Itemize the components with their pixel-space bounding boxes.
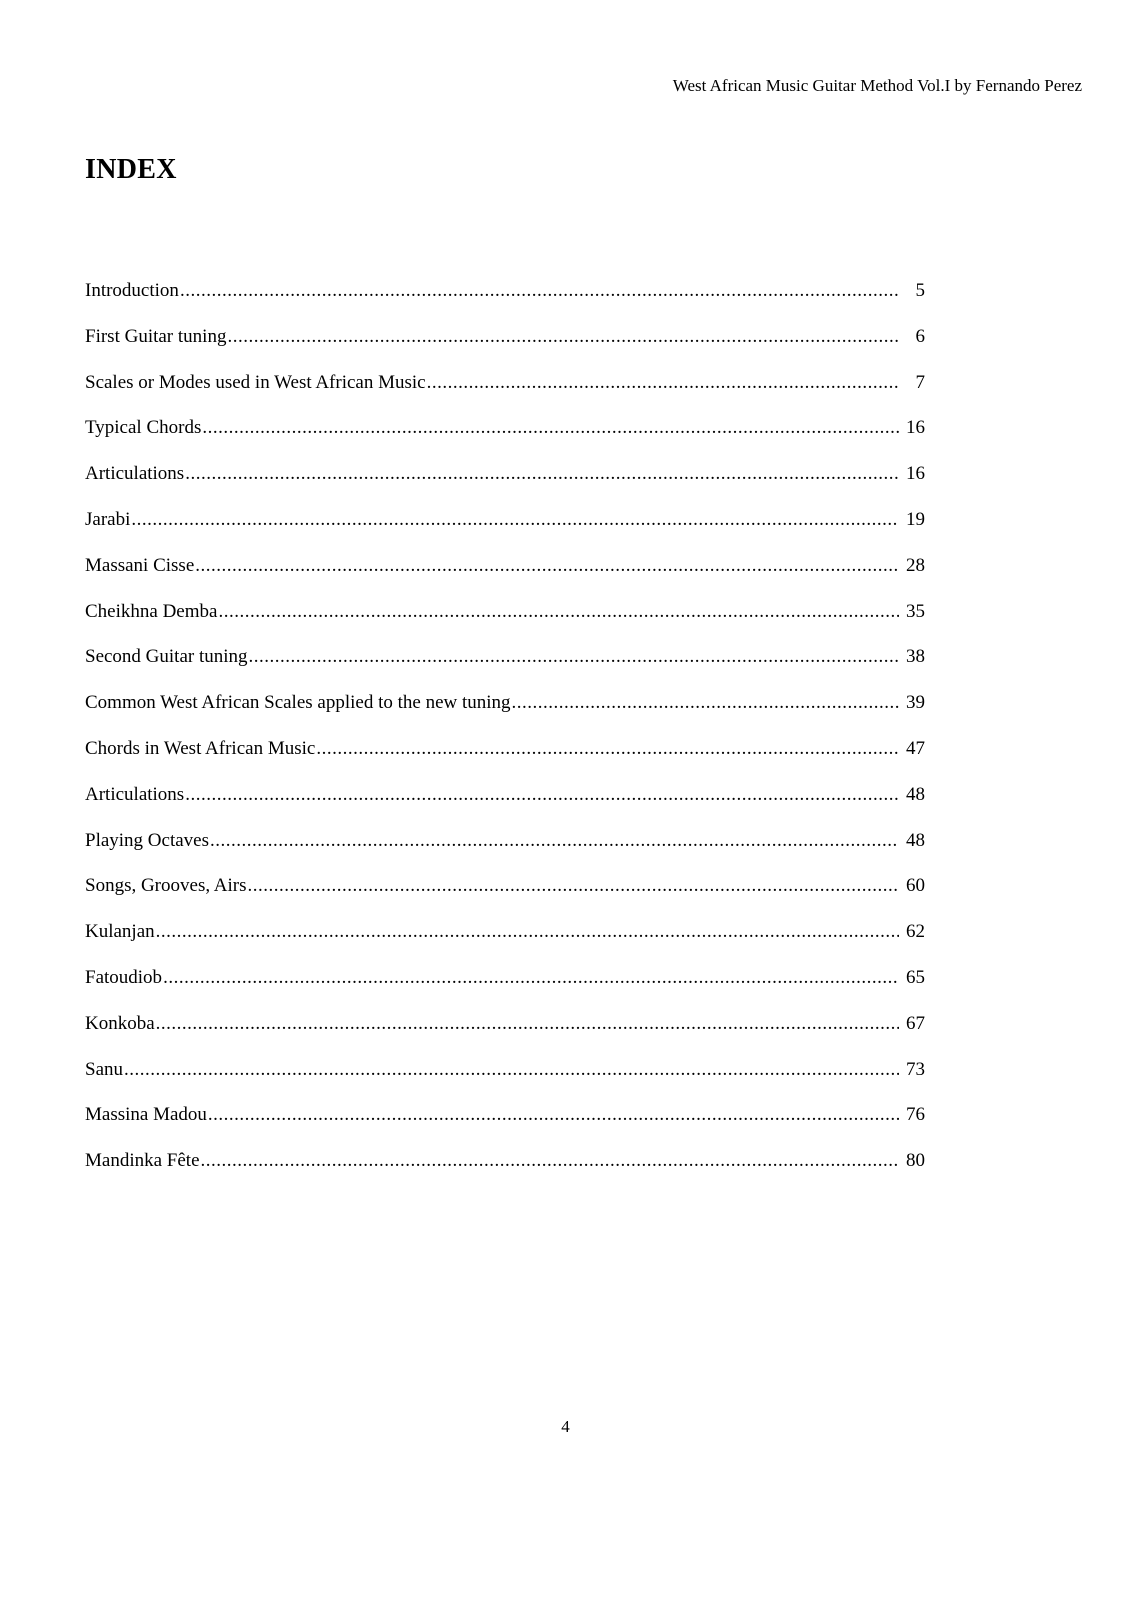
toc-dot-leader [249, 646, 899, 668]
toc-dot-leader [180, 280, 899, 302]
toc-entry-title: Sanu [85, 1058, 123, 1080]
toc-dot-leader [131, 509, 899, 531]
toc-entry-title: Massina Madou [85, 1104, 207, 1126]
toc-entry-page: 16 [906, 417, 925, 439]
toc-entry-page: 60 [906, 875, 925, 897]
toc-entry-title: Playing Octaves [85, 829, 210, 851]
toc-entry-page: 67 [906, 1012, 925, 1034]
toc-dot-leader [185, 784, 899, 806]
toc-entry [85, 509, 925, 555]
toc-entry-page: 16 [906, 463, 925, 485]
toc-entry-page: 35 [906, 600, 925, 622]
toc-entry [85, 326, 925, 372]
toc-entry [85, 967, 925, 1013]
toc-entry [85, 692, 925, 738]
toc-dot-leader [185, 463, 899, 485]
toc-entry-page: 80 [906, 1150, 925, 1172]
toc-dot-leader [248, 875, 899, 897]
toc-entry [85, 372, 925, 418]
toc-entry [85, 921, 925, 967]
toc-entry-title: Jarabi [85, 508, 131, 530]
toc-dot-leader [163, 967, 899, 989]
running-header: West African Music Guitar Method Vol.I by Fernando Perez [672, 76, 1082, 95]
toc-entry-title: Articulations [85, 783, 185, 805]
toc-entry-title: Mandinka Fête [85, 1150, 200, 1172]
toc-dot-leader [195, 555, 899, 577]
toc-entry-page: 48 [906, 829, 925, 851]
toc-entry-title: Cheikhna Demba [85, 600, 218, 622]
toc-dot-leader [316, 738, 899, 760]
toc-entry-title: Chords in West African Music [85, 737, 316, 759]
toc-dot-leader [227, 326, 899, 348]
toc-entry [85, 1013, 925, 1059]
toc-entry [85, 784, 925, 830]
toc-entry-page: 47 [906, 737, 925, 759]
toc-entry-page: 39 [906, 692, 925, 714]
toc-dot-leader [202, 417, 899, 439]
toc-entry [85, 463, 925, 509]
toc-entry-title: Introduction [85, 280, 179, 301]
toc-entry-page: 6 [915, 325, 925, 347]
toc-entry-title: Fatoudiob [85, 966, 163, 988]
toc-entry-page: 48 [906, 783, 925, 805]
toc-entry [85, 1104, 925, 1150]
toc-entry [85, 1150, 925, 1196]
toc-entry-page: 28 [906, 554, 925, 576]
toc-dot-leader [124, 1059, 899, 1081]
toc-entry [85, 280, 925, 326]
toc-entry [85, 417, 925, 463]
toc-entry-page: 38 [906, 646, 925, 668]
toc-entry-page: 5 [915, 280, 925, 301]
toc-entry [85, 738, 925, 784]
toc-entry-title: Common West African Scales applied to the new tuning [85, 692, 511, 714]
toc-entry-title: Konkoba [85, 1012, 155, 1034]
toc-entry-title: First Guitar tuning [85, 325, 227, 347]
toc-entry [85, 555, 925, 601]
toc-entry [85, 646, 925, 692]
toc-entry [85, 601, 925, 647]
toc-entry-title: Second Guitar tuning [85, 646, 248, 668]
toc-dot-leader [201, 1150, 899, 1172]
toc-dot-leader [156, 921, 899, 943]
toc-entry-title: Massani Cisse [85, 554, 195, 576]
toc-entry-page: 19 [906, 508, 925, 530]
page-title: INDEX [85, 154, 177, 185]
toc-dot-leader [208, 1104, 899, 1126]
toc-entry-page: 65 [906, 966, 925, 988]
page-number: 4 [561, 1417, 570, 1436]
toc-entry [85, 1059, 925, 1105]
toc-dot-leader [427, 372, 899, 394]
toc-dot-leader [218, 601, 899, 623]
toc-entry-title: Songs, Grooves, Airs [85, 875, 247, 897]
toc-entry [85, 830, 925, 876]
toc-entry-page: 73 [906, 1058, 925, 1080]
toc-dot-leader [512, 692, 899, 714]
toc-entry-title: Articulations [85, 463, 185, 485]
toc-entry-page: 62 [906, 921, 925, 943]
toc-entry-title: Kulanjan [85, 921, 155, 943]
toc-entry-title: Typical Chords [85, 417, 202, 439]
toc-entry-title: Scales or Modes used in West African Music [85, 371, 426, 393]
toc-dot-leader [156, 1013, 899, 1035]
toc-entry-page: 7 [915, 371, 925, 393]
table-of-contents [85, 280, 925, 1196]
toc-dot-leader [210, 830, 899, 852]
toc-entry-page: 76 [906, 1104, 925, 1126]
toc-entry [85, 875, 925, 921]
